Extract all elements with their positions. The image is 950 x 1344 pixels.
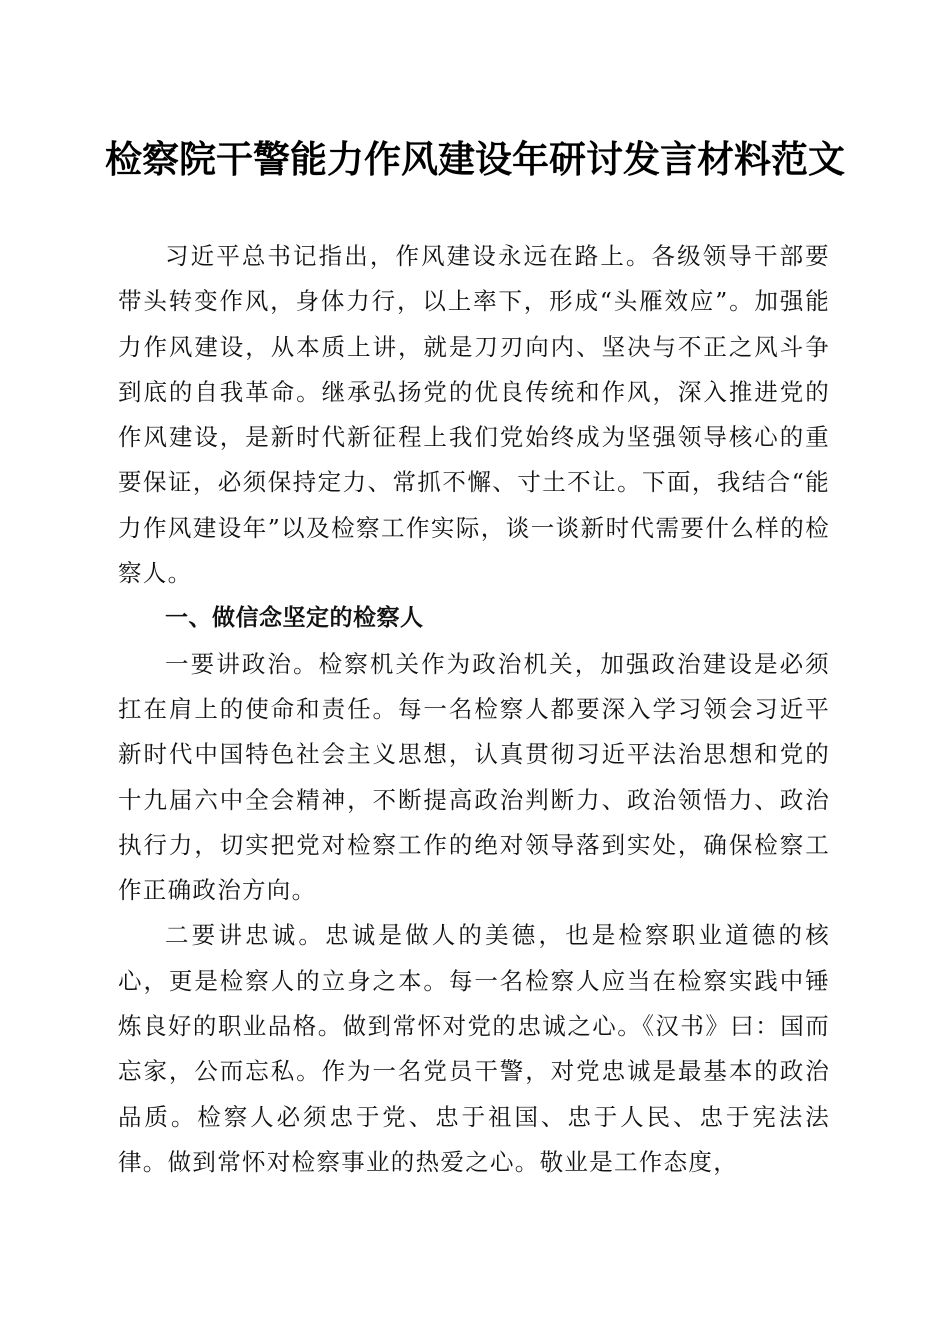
- section-paragraph-2: 二要讲忠诚。忠诚是做人的美德，也是检察职业道德的核心，更是检察人的立身之本。每一名检察人应当在检察实践中锤炼良好的职业品格。做到常怀对党的忠诚之心。《汉书》曰：国而忘家，公而忘私。作为一名党员干警，对党忠诚是最基本的政治品质。检察人必须忠于党、忠于祖国、忠于人民、忠于宪法法律。做到常怀对检察事业的热爱之心。敬业是工作态度，: [118, 921, 830, 1176]
- section-paragraph-1: 一要讲政治。检察机关作为政治机关，加强政治建设是必须扛在肩上的使命和责任。每一名检察人都要深入学习领会习近平新时代中国特色社会主义思想，认真贯彻习近平法治思想和党的十九届六中全会精神，不断提高政治判断力、政治领悟力、政治执行力，切实把党对检察工作的绝对领导落到实处，确保检察工作正确政治方向。: [118, 649, 830, 905]
- section-heading: 一、做信念坚定的检察人: [165, 605, 424, 632]
- document-title: 检察院干警能力作风建设年研讨发言材料范文: [105, 137, 845, 181]
- intro-paragraph: 习近平总书记指出，作风建设永远在路上。各级领导干部要带头转变作风，身体力行，以上率下，形成“头雁效应”。加强能力作风建设，从本质上讲，就是刀刃向内、坚决与不正之风斗争到底的自我革命。继承弘扬党的优良传统和作风，深入推进党的作风建设，是新时代新征程上我们党始终成为坚强领导核心的重要保证，必须保持定力、常抓不懈、寸土不让。下面，我结合“能力作风建设年”以及检察工作实际，谈一谈新时代需要什么样的检察人。: [118, 242, 830, 588]
- document-body: [118, 234, 830, 1185]
